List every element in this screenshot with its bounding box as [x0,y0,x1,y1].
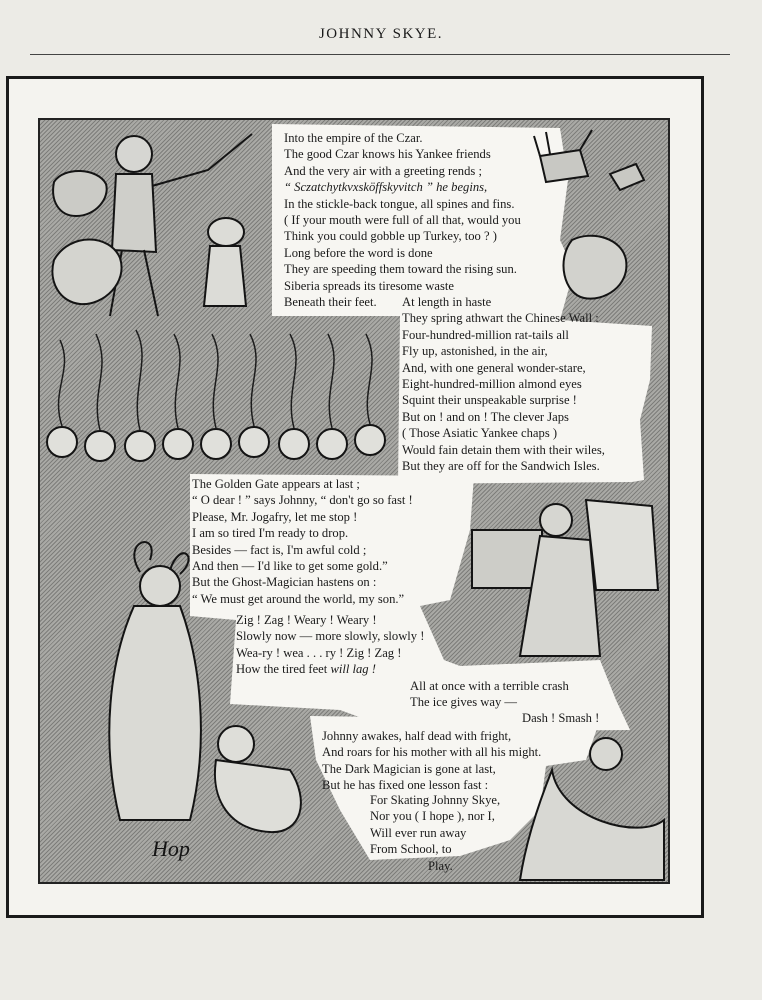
verse-line: And roars for his mother with all his might. [322,745,542,760]
verse-line: Fly up, astonished, in the air, [402,344,548,359]
verse-line: Squint their unspeakable surprise ! [402,393,577,408]
verse-line: But on ! and on ! The clever Japs [402,409,569,424]
verse-line: From School, to [370,842,452,857]
verse-line: All at once with a terrible crash [410,679,569,693]
verse-line: But the Ghost-Magician hastens on : [192,575,377,590]
rat-tails [59,330,373,430]
poem-block-moral [370,792,500,858]
header-rule [30,54,730,55]
verse-line: Would fain detain them with their wiles, [402,442,605,457]
verse-line: Into the empire of the Czar. [284,131,423,145]
johnny-figure-top [204,218,246,306]
verse-line: And the very air with a greeting rends ; [284,163,482,178]
verse-line: The ice gives way — [410,695,518,710]
chinese-heads-row [47,425,385,461]
verse-line: Beneath their feet. [284,295,377,310]
verse-line: The good Czar knows his Yankee friends [284,147,491,162]
verse-line: “ Sczatchytkvxsköffskyvitch ” he begins, [284,180,488,195]
verse-line: At length in haste [402,295,492,309]
verse-line: Besides — fact is, I'm awful cold ; [192,542,367,557]
bear-figure [53,171,107,216]
poem-block-zigzag [236,612,424,678]
verse-line: They are speeding them toward the rising sun. [284,262,517,277]
verse-line: Think you could gobble up Turkey, too ? ) [284,229,497,244]
verse-line: But he has fixed one lesson fast : [322,778,489,793]
poem-last-word: Play. [428,859,453,873]
verse-line: And, with one general wonder-stare, [402,360,586,375]
verse-line: ( Those Asiatic Yankee chaps ) [402,426,558,441]
verse-italic: will lag ! [330,662,376,677]
ghost-magician-figure [109,542,201,820]
verse-line: Wea-ry ! wea . . . ry ! Zig ! Zag ! [236,645,402,660]
verse-line: Eight-hundred-million almond eyes [402,377,582,392]
verse-line: Zig ! Zag ! Weary ! Weary ! [236,613,377,627]
verse-line: Four-hundred-million rat-tails all [402,327,569,342]
verse-line: For Skating Johnny Skye, [370,793,501,807]
verse-line: Nor you ( I hope ), nor I, [370,809,495,824]
verse-line: Please, Mr. Jogafry, let me stop ! [192,509,358,524]
page-title: JOHNNY SKYE. [318,26,444,42]
poem-dash-smash: Dash ! Smash ! [522,711,600,725]
verse-line: But they are off for the Sandwich Isles. [402,459,600,474]
verse-line: Siberia spreads its tiresome waste [284,278,454,293]
illustration-panel [38,118,670,884]
wrestlers-figure [563,236,626,299]
verse-line: And then — I'd like to get some gold.” [192,559,388,574]
verse-line [236,661,424,677]
verse-line: I am so tired I'm ready to drop. [192,526,349,541]
poem-block-crash [410,678,569,711]
chinese-merchant-figure [472,500,658,656]
poem-block-awake [322,728,541,794]
poem-block-china [402,294,605,474]
verse-line: “ O dear ! ” says Johnny, “ don't go so fast ! [192,493,413,508]
poem-block-golden-gate [192,476,413,607]
verse-line: They spring athwart the Chinese Wall : [402,311,599,326]
verse-line: The Golden Gate appears at last ; [192,477,360,491]
johnny-skating-figure [215,726,301,832]
verse-line: Long before the word is done [284,245,433,260]
verse-text: How the tired feet [236,662,328,677]
verse-line: The Dark Magician is gone at last, [322,761,496,776]
verse-line: In the stickle-back tongue, all spines and fins. [284,196,515,211]
verse-line: Johnny awakes, half dead with fright, [322,729,512,743]
verse-line: “ We must get around the world, my son.” [192,591,405,606]
verse-line: Slowly now — more slowly, slowly ! [236,629,425,644]
turkey-figure [52,240,121,305]
artist-signature: Hop [152,836,190,861]
poem-block-czar [284,130,521,310]
verse-line: Will ever run away [370,825,467,840]
verse-line: ( If your mouth were full of all that, would you [284,213,521,228]
